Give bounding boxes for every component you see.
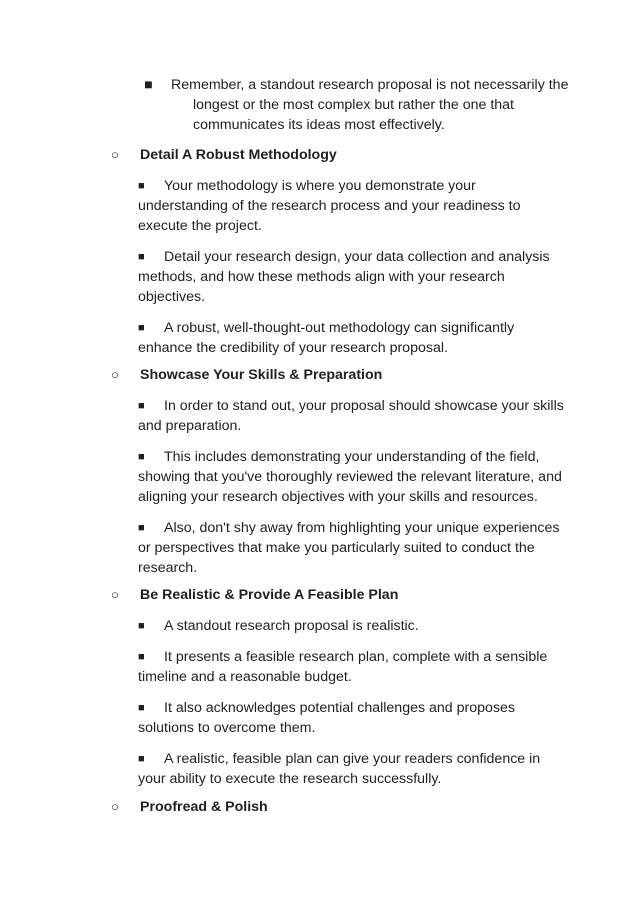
list-item-text: Detail your research design, your data collection and analysis methods, and how these methods align with your research objectives.: [138, 249, 550, 305]
section-realistic-plan: [111, 585, 581, 789]
square-bullet-icon: ■: [138, 522, 145, 534]
section-heading: [111, 797, 581, 817]
list-item-text: It also acknowledges potential challenges and proposes solutions to overcome them.: [138, 700, 515, 736]
list-item-text: In order to stand out, your proposal should showcase your skills and preparation.: [138, 398, 564, 434]
section-heading-text: Detail A Robust Methodology: [140, 147, 337, 163]
list-item: [138, 176, 566, 236]
list-item: [138, 447, 566, 507]
section-heading: [111, 145, 581, 165]
square-bullet-icon: ■: [138, 180, 145, 192]
square-bullet-icon: ■: [138, 702, 145, 714]
intro-bullet-text: Remember, a standout research proposal is not necessarily the longest or the most complex but rather the one that communicates its ideas most effectively.: [171, 77, 569, 133]
square-bullet-icon: ■: [138, 400, 145, 412]
section-skills-preparation: [111, 365, 581, 578]
list-item: [138, 518, 566, 578]
square-bullet-icon: ■: [138, 322, 145, 334]
square-bullet-icon: ■: [138, 451, 145, 463]
square-bullet-icon: ■: [138, 753, 145, 765]
circle-bullet-icon: ○: [111, 147, 119, 162]
list-item: [138, 247, 566, 307]
section-heading-text: Showcase Your Skills & Preparation: [140, 367, 383, 383]
section-heading: [111, 585, 581, 605]
list-item: [138, 647, 566, 687]
list-item-text: A realistic, feasible plan can give your readers confidence in your ability to execute the research successfully.: [138, 751, 541, 787]
list-item-text: Also, don't shy away from highlighting your unique experiences or perspectives that make you particularly suited to conduct the research.: [138, 520, 560, 576]
list-item: [138, 698, 566, 738]
section-methodology: [111, 145, 581, 358]
section-heading: [111, 365, 581, 385]
list-item-text: A robust, well-thought-out methodology can significantly enhance the credibility of your research proposal.: [138, 320, 515, 356]
list-item-text: This includes demonstrating your understanding of the field, showing that you've thoroughly reviewed the relevant literature, and aligning your research objectives with your skills and resources.: [138, 449, 562, 505]
section-proofread-polish: [111, 797, 581, 817]
intro-bullet-item: [144, 75, 584, 135]
list-item: [138, 616, 566, 636]
section-heading-text: Proofread & Polish: [140, 799, 268, 815]
circle-bullet-icon: ○: [111, 367, 119, 382]
circle-bullet-icon: ○: [111, 799, 119, 814]
list-item: [138, 318, 566, 358]
square-bullet-icon: ■: [144, 77, 153, 93]
list-item-text: A standout research proposal is realistic.: [164, 618, 419, 634]
square-bullet-icon: ■: [138, 620, 145, 632]
square-bullet-icon: ■: [138, 651, 145, 663]
section-heading-text: Be Realistic & Provide A Feasible Plan: [140, 587, 399, 603]
circle-bullet-icon: ○: [111, 587, 119, 602]
list-item-text: It presents a feasible research plan, complete with a sensible timeline and a reasonable budget.: [138, 649, 548, 685]
square-bullet-icon: ■: [138, 251, 145, 263]
list-item: [138, 396, 566, 436]
list-item: [138, 749, 566, 789]
list-item-text: Your methodology is where you demonstrate your understanding of the research process and your readiness to execute the project.: [138, 178, 521, 234]
